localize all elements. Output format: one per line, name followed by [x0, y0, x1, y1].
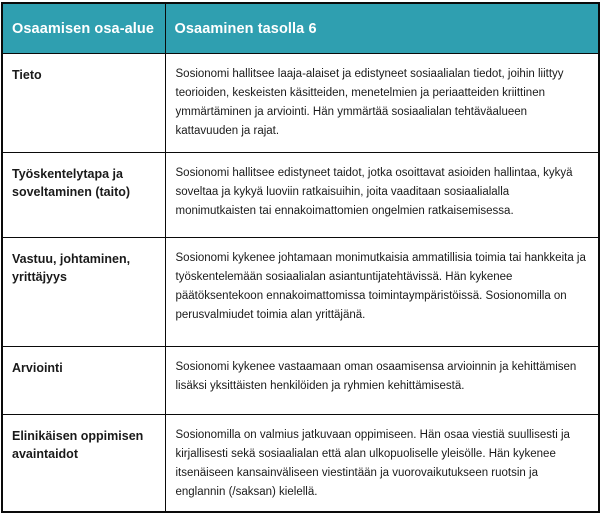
description-cell-tyoskentelytapa: Sosionomi hallitsee edistyneet taidot, jotka osoittavat asioiden hallintaa, kykyä soveltaa ja kykyä luoviin ratkaisuihin, joita vaaditaan sosiaalialalla monimutkaisten tai ennakoimattomien ongelmien ratkaisemisessa.	[165, 152, 599, 237]
area-cell-arviointi: Arviointi	[2, 346, 165, 414]
competence-table	[1, 2, 600, 513]
table-row	[2, 152, 599, 237]
table-row	[2, 414, 599, 512]
table-header	[2, 3, 599, 53]
table-body	[2, 53, 599, 512]
header-row	[2, 3, 599, 53]
table-row	[2, 237, 599, 346]
description-cell-arviointi: Sosionomi kykenee vastaamaan oman osaamisensa arvioinnin ja kehittämisen lisäksi yksittäisten henkilöiden ja ryhmien kehittämisestä.	[165, 346, 599, 414]
table-row	[2, 346, 599, 414]
header-cell-level-6: Osaaminen tasolla 6	[165, 3, 599, 53]
header-cell-competence-area: Osaamisen osa-alue	[2, 3, 165, 53]
table-row	[2, 53, 599, 152]
area-cell-tyoskentelytapa: Työskentelytapa ja soveltaminen (taito)	[2, 152, 165, 237]
area-cell-tieto: Tieto	[2, 53, 165, 152]
description-cell-tieto: Sosionomi hallitsee laaja-alaiset ja edistyneet sosiaalialan tiedot, joihin liittyy teorioiden, keskeisten käsitteiden, menetelmien ja periaatteiden kriittinen ymmärtäminen ja arviointi. Hän ymmärtää sosiaalialan tehtäväalueen kattavuuden ja rajat.	[165, 53, 599, 152]
area-cell-vastuu: Vastuu, johtaminen, yrittäjyys	[2, 237, 165, 346]
description-cell-vastuu: Sosionomi kykenee johtamaan monimutkaisia ammatillisia toimia tai hankkeita ja työskentelemään sosiaalialan asiantuntijatehtävissä. Hän kykenee päätöksentekoon ennakoimattomissa toimintaympäristöissä. Sosionomilla on perusvalmiudet toimia alan yrittäjänä.	[165, 237, 599, 346]
description-cell-elinikainen-oppiminen: Sosionomilla on valmius jatkuvaan oppimiseen. Hän osaa viestiä suullisesti ja kirjallisesti sekä sosiaalialan että alan ulkopuoliselle yleisölle. Hän kykenee itsenäiseen kansainväliseen viestintään ja vuorovaikutukseen ruotsin ja englannin (/saksan) kielellä.	[165, 414, 599, 512]
area-cell-elinikainen-oppiminen: Elinikäisen oppimisen avaintaidot	[2, 414, 165, 512]
